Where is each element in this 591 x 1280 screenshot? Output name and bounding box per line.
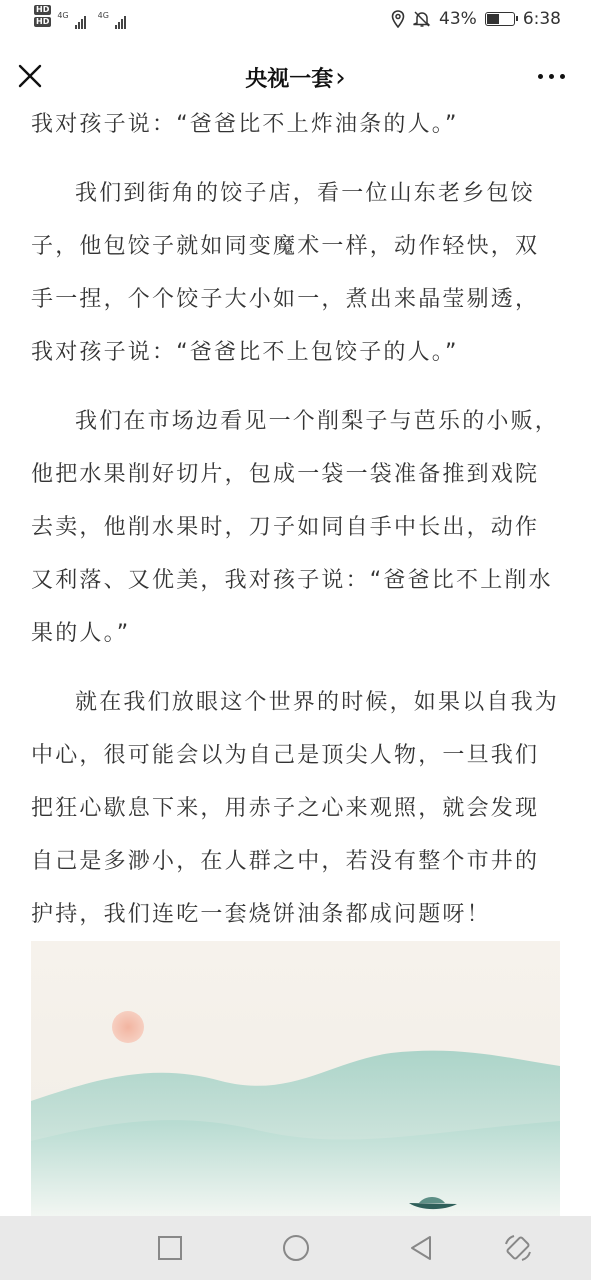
rotate-icon[interactable] <box>502 1232 534 1264</box>
article-paragraph: 我对孩子说：“爸爸比不上炸油条的人。” <box>31 112 459 137</box>
sim2-hd-badge: HD <box>36 17 50 26</box>
article-paragraph: 我们到街角的饺子店，看一位山东老乡包饺子，他包饺子就如同变魔术一样，动作轻快，双手一捏，个个饺子大小如一，煮出来晶莹剔透，我对孩子说：“爸爸比不上包饺子的人。” <box>31 181 540 365</box>
back-icon[interactable] <box>408 1234 436 1262</box>
battery-percent: 43% <box>439 9 477 29</box>
recent-apps-icon[interactable] <box>156 1234 184 1262</box>
status-bar <box>0 0 591 40</box>
sim1-hd-badge: HD <box>36 5 50 14</box>
account-title-link[interactable] <box>0 62 591 93</box>
sun-shape <box>112 1011 144 1043</box>
signal-group <box>34 5 126 29</box>
landscape-illustration <box>31 941 560 1216</box>
battery-fill <box>487 14 499 24</box>
signal-strength-icon <box>115 11 126 29</box>
mute-bell-icon <box>413 10 431 28</box>
sim2-network-label: 4G <box>97 11 109 20</box>
home-icon[interactable] <box>282 1234 310 1262</box>
more-icon[interactable] <box>538 74 565 79</box>
location-icon <box>391 10 405 28</box>
battery-icon <box>485 12 515 26</box>
status-right-group <box>391 9 561 29</box>
article-paragraph: 就在我们放眼这个世界的时候，如果以自我为中心，很可能会以为自己是顶尖人物，一旦我们把狂心歇息下来，用赤子之心来观照，就会发现自己是多渺小，在人群之中，若没有整个市井的护持，我们连吃一套烧饼油条都成问题呀！ <box>31 690 560 927</box>
clock: 6:38 <box>522 9 561 29</box>
article-paragraph: 我们在市场边看见一个削梨子与芭乐的小贩，他把水果削好切片，包成一袋一袋准备推到戏院去卖，他削水果时，刀子如同自手中长出，动作又利落、又优美，我对孩子说：“爸爸比不上削水果的人。” <box>31 409 560 646</box>
signal-strength-icon <box>75 11 86 29</box>
page-title: 央视一套 <box>245 67 334 92</box>
article-body <box>31 114 561 957</box>
chevron-right-icon: › <box>335 63 346 93</box>
sim1-network-label: 4G <box>57 11 69 20</box>
system-nav-bar <box>0 1216 591 1280</box>
